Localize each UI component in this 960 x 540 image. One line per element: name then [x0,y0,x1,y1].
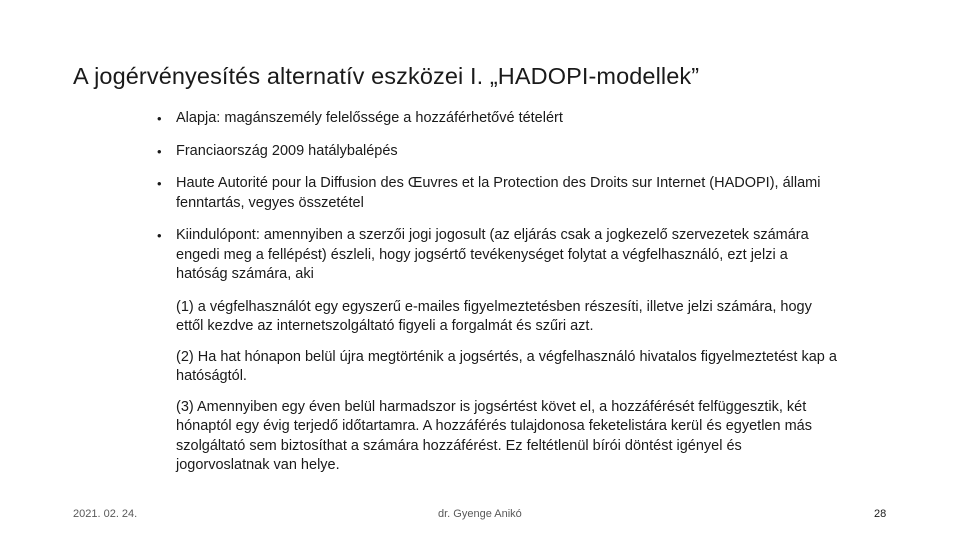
footer-date: 2021. 02. 24. [73,508,138,520]
bullet-dot-icon: • [157,176,162,191]
slide-content [157,109,837,487]
bullet-dot-icon: • [157,143,162,159]
bullet-dot-icon: • [157,228,162,243]
bullet-item [157,142,837,162]
bullet-item [157,109,837,129]
step-paragraph: (3) Amennyiben egy éven belül harmadszor is jogsértést követ el, a hozzáférését felfüggesztik, két hónaptól egy évig terjedő időtartamra. A hozzáférés tulajdonosa feketelistára kerül és egyetlen más szolgáltató sem biztosíthat a számára hozzáférést. Ez feltétlenül bírói döntést igényel és jogorvoslatnak van helye. [176,398,812,473]
slide-title: A jogérvényesítés alternatív eszközei I. „HADOPI-modellek” [73,63,700,89]
bullet-text: Kiindulópont: amennyiben a szerzői jogi jogosult (az eljárás csak a jogkezelő szervezetek számára engedi meg a fellépést) észleli, hogy jogsértő tevékenységet folytat a végfelhasználó, ezt jelzi a hatóság számára, aki [176,227,809,282]
bullet-text: Alapja: magánszemély felelőssége a hozzáférhetővé tételért [176,110,563,126]
step-paragraph: (1) a végfelhasználót egy egyszerű e-mailes figyelmeztetésben részesíti, illetve jelzi számára, hogy ettől kezdve az internetszolgáltató figyeli a forgalmát és szűri azt. [176,298,812,334]
bullet-text: Haute Autorité pour la Diffusion des Œuvres et la Protection des Droits sur Internet (HADOPI), állami fenntartás, vegyes összetétel [176,175,821,211]
bullet-item [157,226,837,285]
footer-author: dr. Gyenge Anikó [438,508,522,520]
footer-page-number: 28 [874,508,887,520]
bullet-item [157,174,837,213]
bullet-dot-icon: • [157,111,162,126]
bullet-text: Franciaország 2009 hatálybalépés [176,142,398,159]
step-paragraph: (2) Ha hat hónapon belül újra megtörténik a jogsértés, a végfelhasználó hivatalos figyelmeztetést kap a hatóságtól. [176,348,837,384]
